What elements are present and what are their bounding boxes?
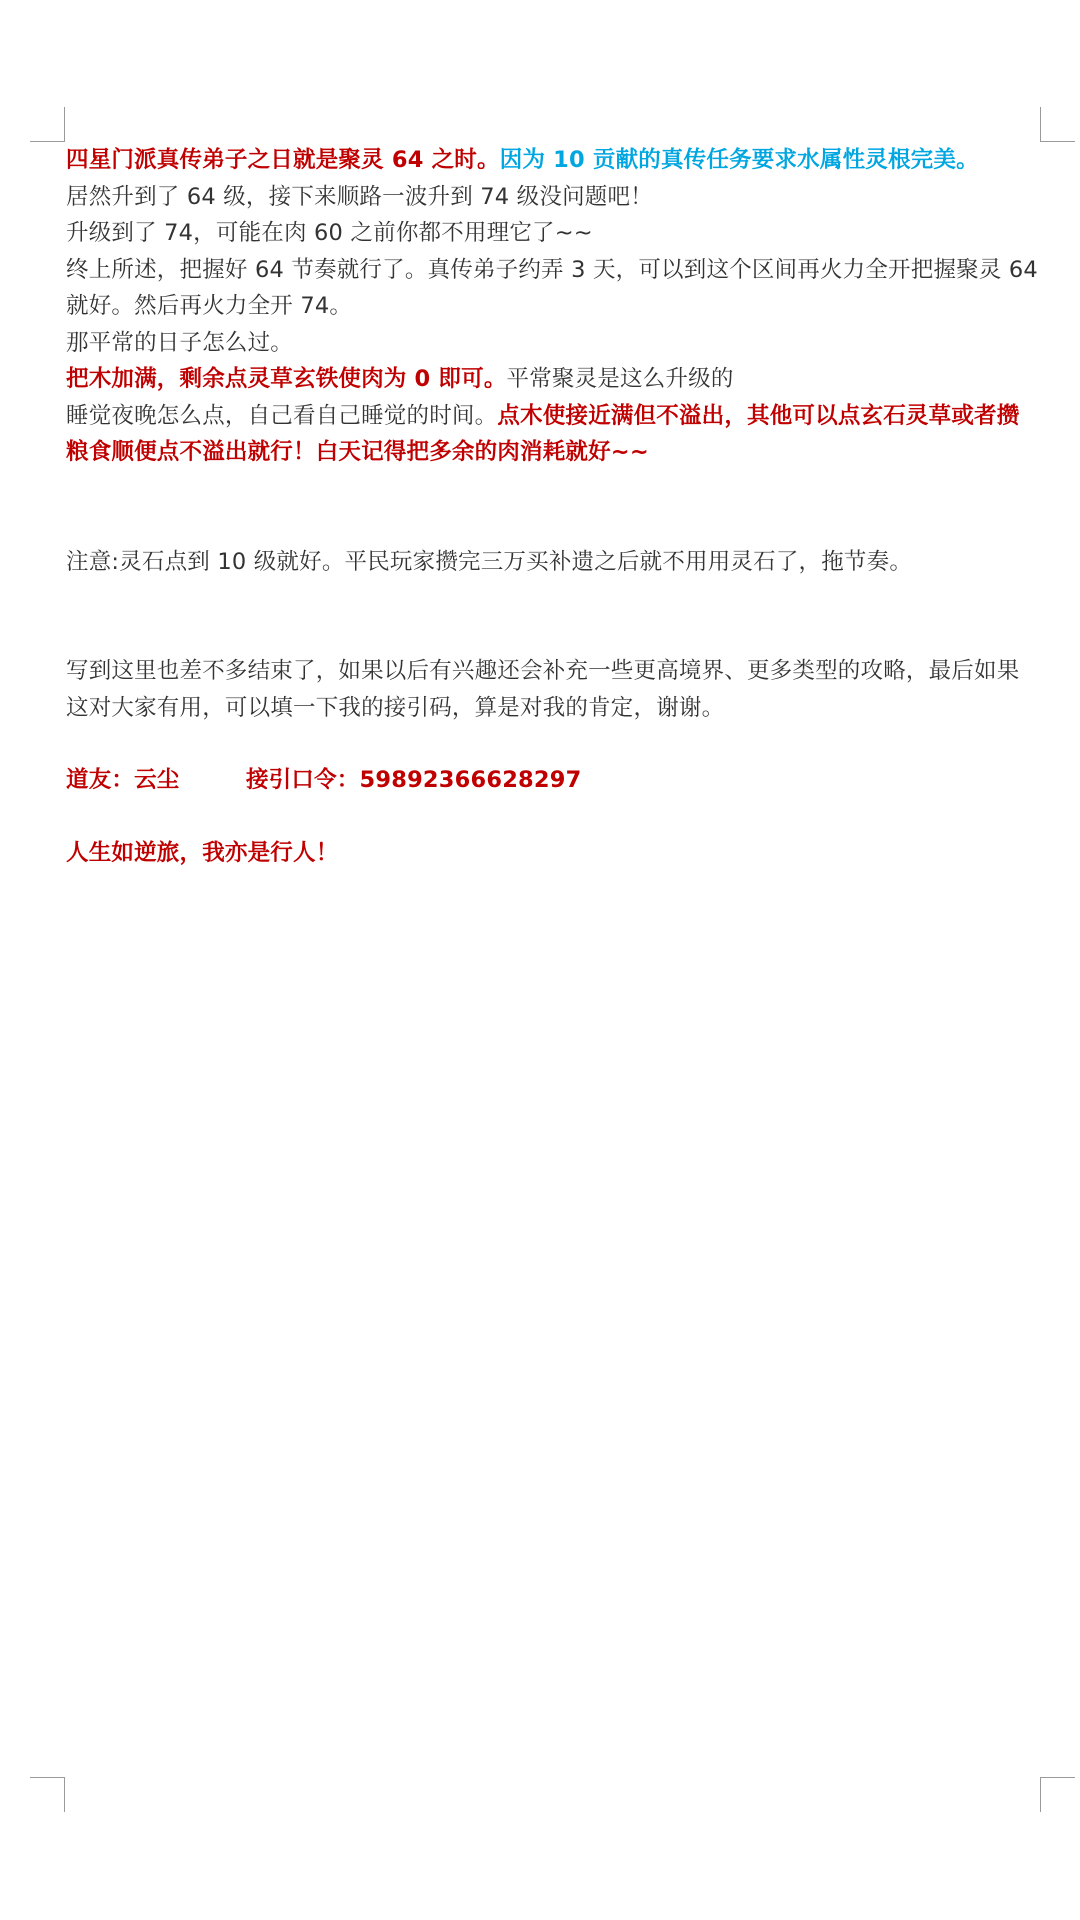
spacer [66, 471, 1041, 544]
spacer [66, 726, 1041, 762]
signature-name: 道友：云尘 [66, 767, 180, 793]
note-paragraph: 注意:灵石点到 10 级就好。平民玩家攒完三万买补遗之后就不用用灵石了，拖节奏。 [66, 548, 913, 575]
crop-mark-bottom-left [30, 1777, 65, 1812]
paragraph-6 [66, 361, 1041, 398]
motto: 人生如逆旅，我亦是行人！ [66, 839, 339, 866]
body-text: 睡觉夜晚怎么点，自己看自己睡觉的时间。 [66, 402, 498, 429]
paragraph-5: 那平常的日子怎么过。 [66, 329, 294, 356]
paragraph-3: 升级到了 74，可能在肉 60 之前你都不用理它了~~ [66, 220, 593, 246]
paragraph-1 [66, 142, 1041, 179]
highlight-blue-text: 因为 10 贡献的真传任务要求水属性灵根完美。 [499, 147, 979, 173]
paragraph-4: 终上所述，把握好 64 节奏就行了。真传弟子约弄 3 天，可以到这个区间再火力全开把握聚灵 64 就好。然后再火力全开 74。 [66, 256, 1038, 319]
highlight-red-text: 把木加满，剩余点灵草玄铁使肉为 0 即可。 [66, 366, 507, 392]
paragraph-2: 居然升到了 64 级，接下来顺路一波升到 74 级没问题吧！ [66, 183, 653, 210]
closing-paragraph: 写到这里也差不多结束了，如果以后有兴趣还会补充一些更高境界、更多类型的攻略，最后如果这对大家有用，可以填一下我的接引码，算是对我的肯定，谢谢。 [66, 658, 1020, 721]
crop-mark-bottom-right [1040, 1777, 1075, 1812]
signature-line [66, 762, 1041, 799]
document-body [66, 142, 1041, 871]
referral-code: 接引口令：59892366628297 [246, 767, 582, 793]
spacer [66, 799, 1041, 835]
body-text: 平常聚灵是这么升级的 [506, 366, 734, 392]
paragraph-7 [66, 398, 1041, 471]
highlight-red-text: 点木使接近满但不溢出，其他可以点玄石灵草或者攒粮食顺便点不溢出就行！白天记得把多余的肉消耗就好~~ [66, 402, 1020, 465]
crop-mark-top-right [1040, 107, 1075, 142]
crop-mark-top-left [30, 107, 65, 142]
highlight-red-text: 四星门派真传弟子之日就是聚灵 64 之时。 [66, 147, 500, 173]
spacer [66, 580, 1041, 653]
